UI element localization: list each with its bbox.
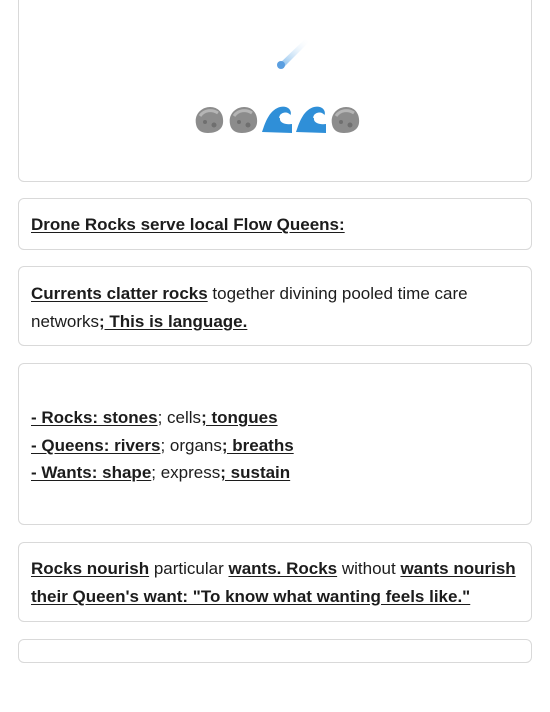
emoji-card bbox=[18, 0, 532, 182]
plain-text: without bbox=[337, 559, 401, 578]
list-item bbox=[31, 404, 519, 432]
list-plain: ; organs bbox=[160, 435, 222, 455]
list-key: - Queens: rivers bbox=[31, 435, 161, 455]
heading-card bbox=[18, 198, 532, 250]
list-emphasis: ; tongues bbox=[201, 408, 278, 427]
wave-icon bbox=[294, 102, 328, 136]
emphasis-text: Currents clatter rocks bbox=[31, 284, 208, 303]
plain-text: particular bbox=[149, 559, 229, 578]
heading-text: Drone Rocks serve local Flow Queens: bbox=[31, 215, 345, 234]
list-plain: ; express bbox=[151, 463, 221, 482]
list-item bbox=[31, 432, 519, 460]
emphasis-text: Rocks nourish bbox=[31, 559, 150, 578]
card-text bbox=[31, 280, 519, 335]
emphasis-text: wants. Rocks bbox=[228, 559, 338, 578]
list-card bbox=[18, 363, 532, 525]
card-text bbox=[31, 555, 519, 610]
emphasis-text: ; This is language. bbox=[99, 311, 248, 331]
rock-icon bbox=[328, 102, 362, 136]
emphasis-text: wants nourish their Queen's want: "To know what wanting feels like." bbox=[31, 559, 516, 606]
list-key: - Rocks: stones bbox=[31, 408, 158, 427]
language-card bbox=[18, 266, 532, 346]
list-emphasis: ; breaths bbox=[221, 435, 294, 455]
wave-icon bbox=[260, 102, 294, 136]
list-emphasis: ; sustain bbox=[220, 463, 291, 482]
nourish-card bbox=[18, 542, 532, 622]
emoji-row bbox=[192, 102, 362, 136]
rock-icon bbox=[226, 102, 260, 136]
comet-icon bbox=[275, 35, 311, 69]
card-text bbox=[31, 404, 519, 487]
list-item bbox=[31, 459, 519, 487]
list-plain: ; cells bbox=[157, 408, 202, 427]
rock-icon bbox=[192, 102, 226, 136]
empty-card bbox=[18, 639, 532, 663]
card-text bbox=[31, 211, 519, 239]
plain-text: together divining pooled time care networks bbox=[31, 284, 468, 331]
list-key: - Wants: shape bbox=[31, 463, 152, 482]
